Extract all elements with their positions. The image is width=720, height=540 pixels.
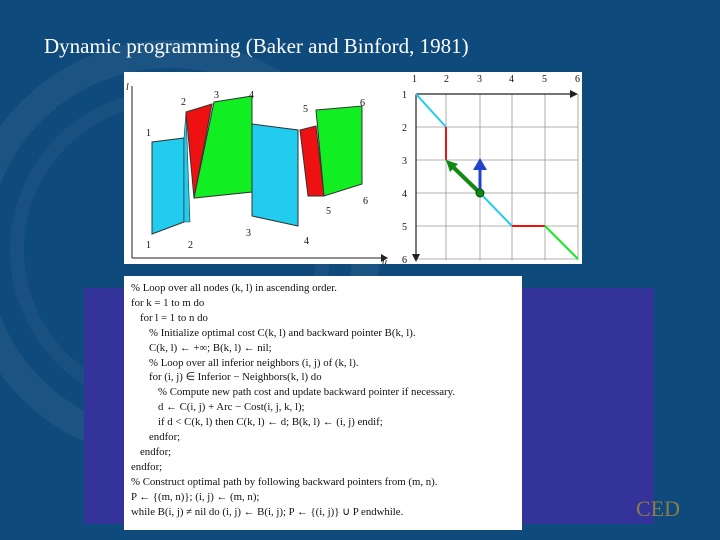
- code-line: while B(i, j) ≠ nil do (i, j) ← B(i, j); P ← {(i, j)} ∪ P endwhile.: [131, 505, 404, 518]
- left-plot-y-label: l: [126, 82, 129, 93]
- left-plot-x-label: u: [382, 257, 387, 264]
- current-node-marker: [476, 189, 484, 197]
- left-top-label-2: 2: [181, 97, 186, 108]
- grid-top-tick-4: 4: [509, 74, 514, 85]
- pseudocode-box: [124, 276, 522, 530]
- grid-top-tick-1: 1: [412, 74, 417, 85]
- code-line: for k = 1 to m do: [131, 296, 205, 309]
- code-line: endfor;: [131, 460, 163, 473]
- path-green-2: [545, 226, 578, 259]
- code-line: if d < C(k, l) then C(k, l) ← d; B(k, l) ← (i, j) endif;: [158, 416, 383, 429]
- dp-grid-plot: [402, 74, 580, 264]
- left-bottom-label-4: 4: [304, 236, 309, 247]
- figure-svg: [124, 72, 582, 264]
- left-top-label-4: 4: [249, 90, 254, 101]
- path-cyan-2: [480, 193, 512, 226]
- scanline-plot: [126, 82, 388, 264]
- university-logo-text: CED: [636, 496, 680, 521]
- left-top-label-3: 3: [214, 90, 219, 101]
- code-line: endfor;: [149, 431, 181, 444]
- grid-left-tick-4: 4: [402, 189, 407, 200]
- grid-left-tick-6: 6: [402, 255, 407, 264]
- code-line: C(k, l) ← +∞; B(k, l) ← nil;: [149, 341, 272, 354]
- code-line: for (i, j) ∈ Inferior − Neighbors(k, l) do: [149, 371, 322, 384]
- code-line: % Initialize optimal cost C(k, l) and backward pointer B(k, l).: [149, 326, 416, 339]
- grid-left-tick-3: 3: [402, 156, 407, 167]
- code-line: for l = 1 to n do: [140, 311, 208, 324]
- code-line: endfor;: [140, 445, 172, 458]
- left-right-label-5: 5: [326, 206, 331, 217]
- cyan-region-1: [152, 138, 184, 234]
- left-top-label-6: 6: [360, 98, 365, 109]
- code-line: % Construct optimal path by following backward pointers from (m, n).: [131, 475, 438, 488]
- left-label-1: 1: [146, 128, 151, 139]
- code-line: d ← C(i, j) + Arc − Cost(i, j, k, l);: [158, 401, 305, 414]
- grid-left-tick-5: 5: [402, 222, 407, 233]
- left-bottom-label-1: 1: [146, 240, 151, 251]
- grid-top-tick-5: 5: [542, 74, 547, 85]
- cyan-region-2: [252, 124, 298, 226]
- left-top-label-5: 5: [303, 104, 308, 115]
- grid-left-tick-2: 2: [402, 123, 407, 134]
- grid-right-arrow-icon: [570, 90, 578, 98]
- grid-top-tick-2: 2: [444, 74, 449, 85]
- code-line: % Compute new path cost and update backward pointer if necessary.: [158, 386, 456, 399]
- grid-down-arrow-icon: [412, 254, 420, 262]
- code-line: % Loop over all inferior neighbors (i, j) of (k, l).: [149, 356, 359, 369]
- grid-top-tick-3: 3: [477, 74, 482, 85]
- left-bottom-label-2: 2: [188, 240, 193, 251]
- figure-panel: [124, 72, 582, 264]
- grid-top-tick-6: 6: [575, 74, 580, 85]
- slide-title: Dynamic programming (Baker and Binford, 1981): [44, 34, 469, 58]
- code-line: P ← {(m, n)}; (i, j) ← (m, n);: [131, 490, 260, 503]
- path-cyan-1: [416, 94, 446, 127]
- left-bottom-label-3: 3: [246, 228, 251, 239]
- green-region-2: [316, 106, 362, 196]
- grid-left-tick-1: 1: [402, 90, 407, 101]
- left-right-label-6: 6: [363, 196, 368, 207]
- code-line: % Loop over all nodes (k, l) in ascending order.: [131, 282, 337, 294]
